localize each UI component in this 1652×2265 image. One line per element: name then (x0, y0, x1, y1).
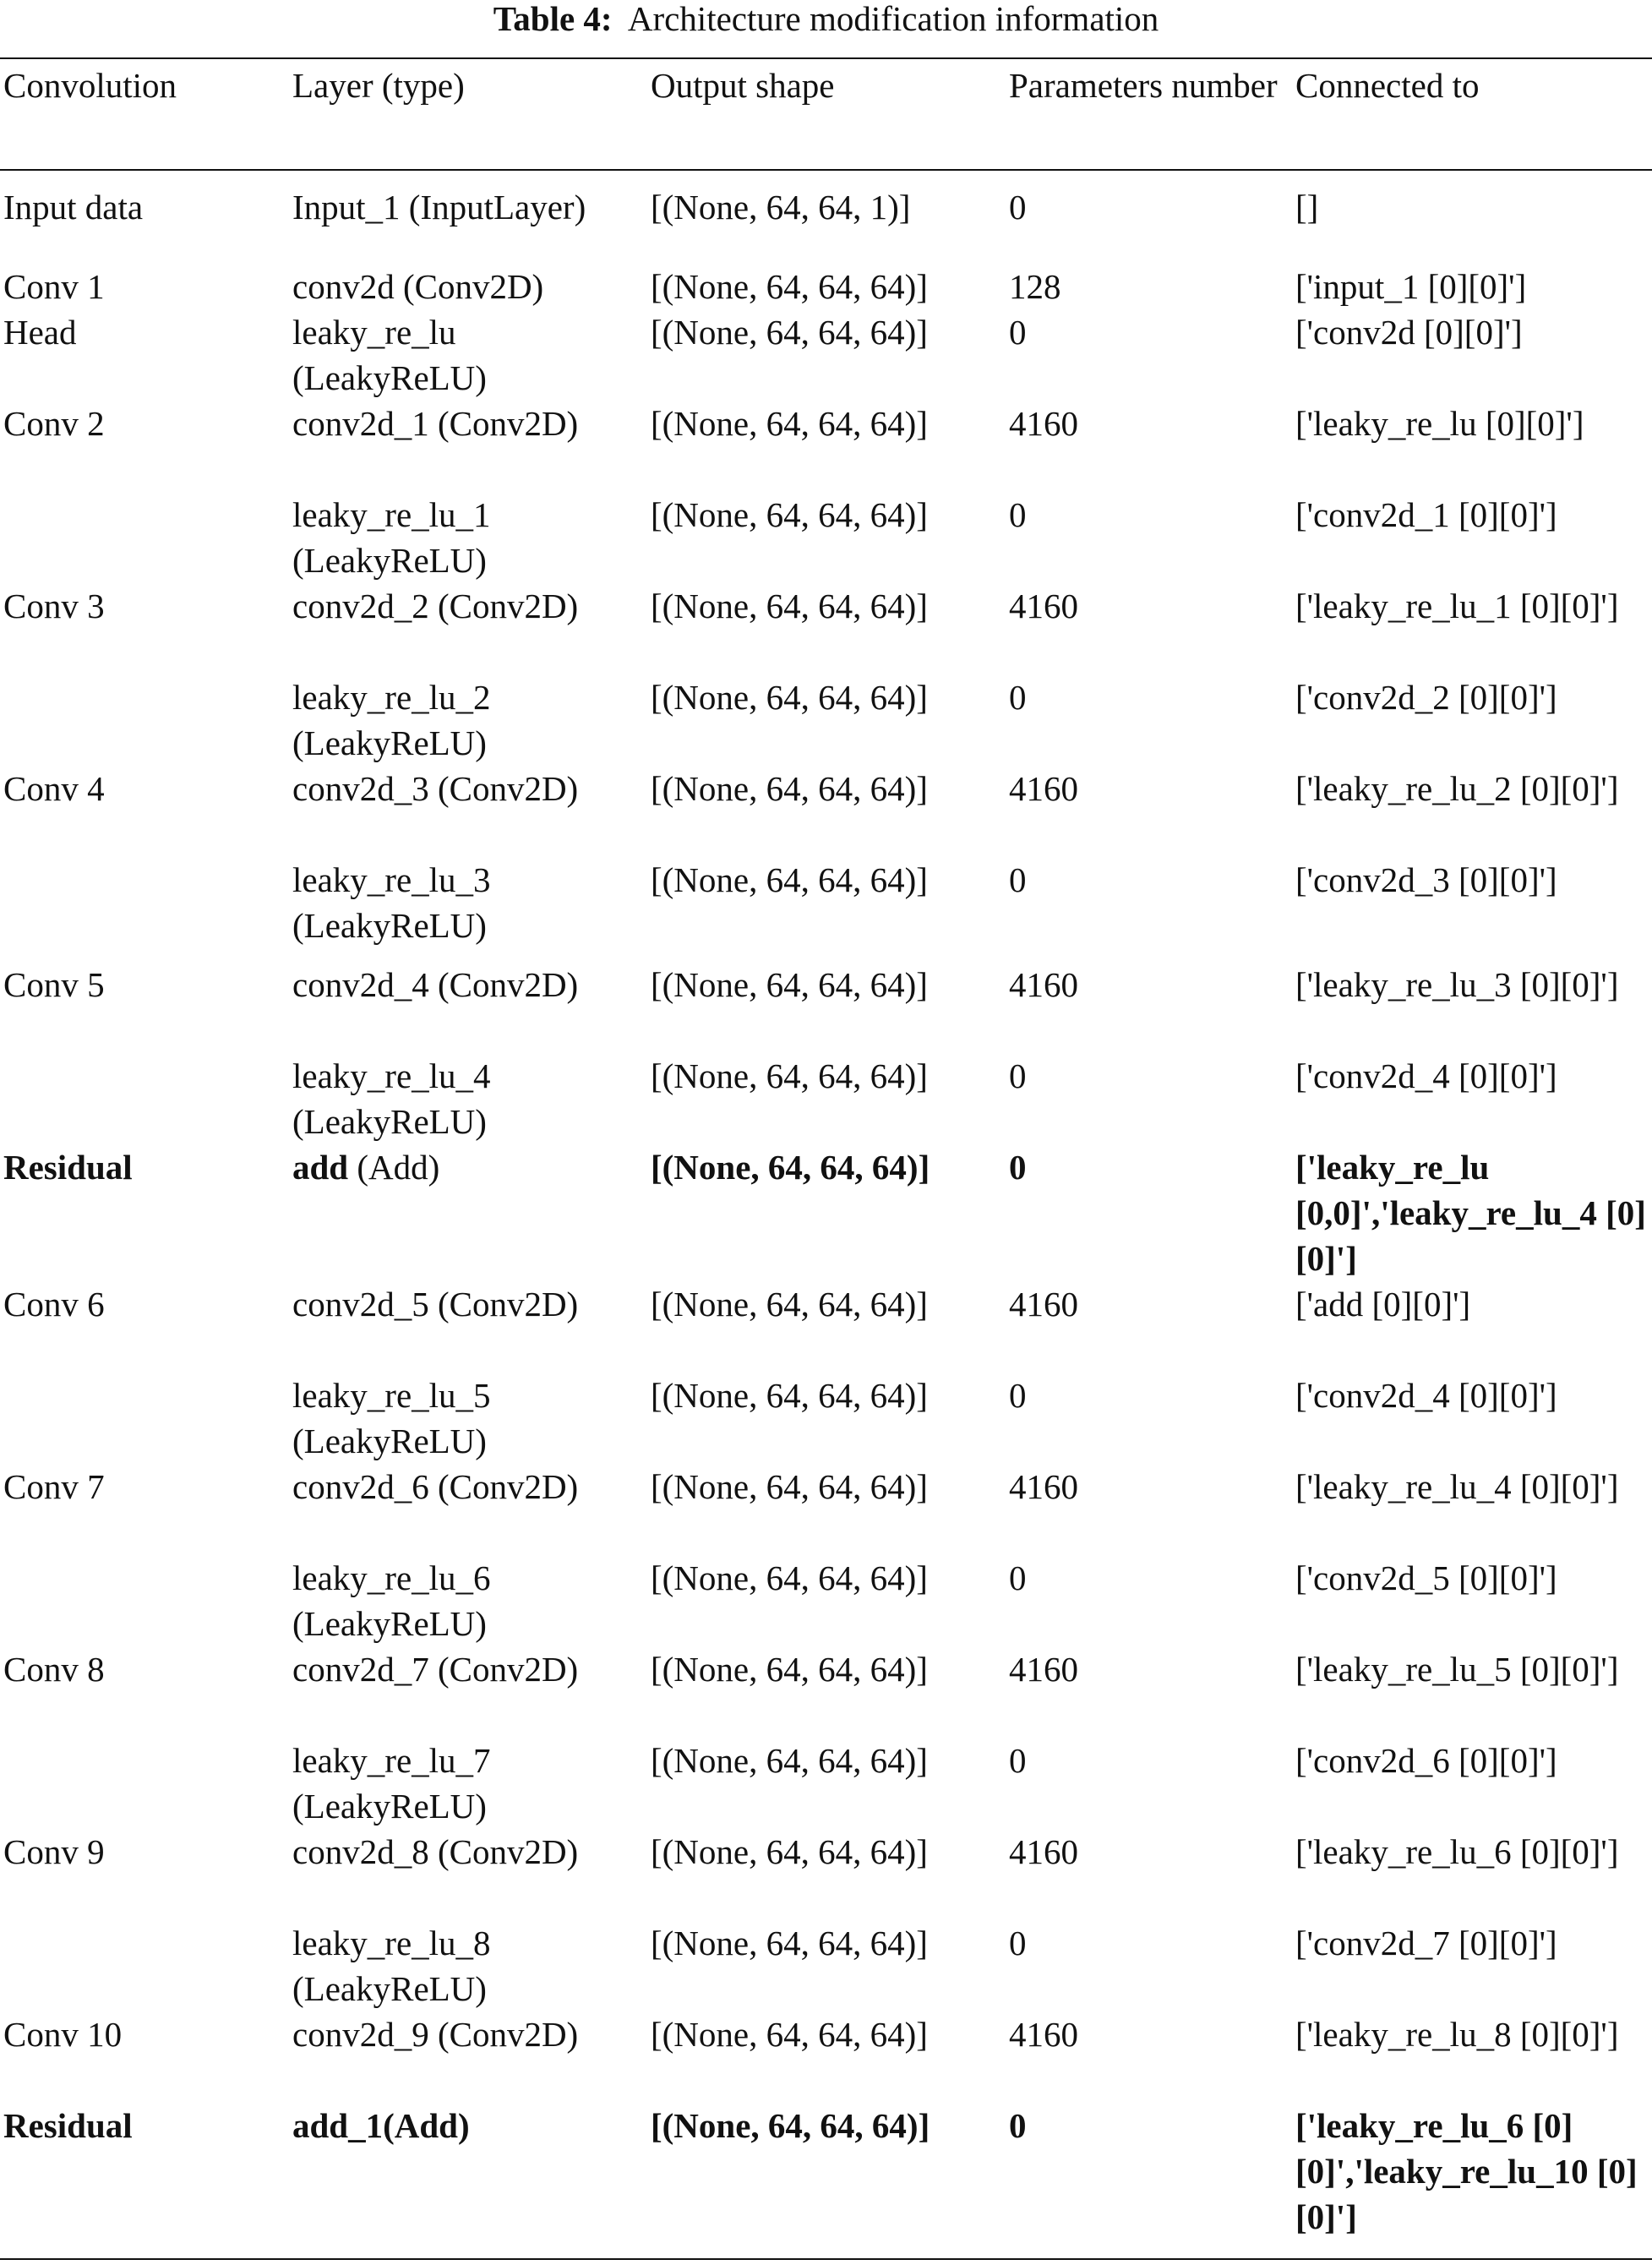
cell-convolution: Conv 4 (3, 769, 105, 808)
cell-connected-to: ['conv2d_5 [0][0]'] (1295, 1558, 1557, 1597)
layer-name: conv2d_9 (292, 2015, 429, 2054)
table-row (0, 1829, 1652, 1920)
layer-type: (LeakyReLU) (292, 1604, 487, 1643)
layer-type: (LeakyReLU) (292, 723, 487, 762)
cell-parameters-number: 0 (1009, 1924, 1027, 1962)
cell-output-shape: [(None, 64, 64, 64)] (651, 1467, 928, 1506)
header-convolution: Convolution (3, 66, 177, 105)
cell-connected-to: ['leaky_re_lu_5 [0][0]'] (1295, 1650, 1619, 1689)
table-row (0, 492, 1652, 583)
cell-layer-type (289, 857, 647, 948)
cell-parameters-number: 4160 (1009, 1467, 1078, 1506)
cell-connected-to: [] (1295, 188, 1319, 226)
cell-convolution: Conv 6 (3, 1285, 105, 1324)
table-row (0, 1920, 1652, 2011)
cell-layer-type (289, 2011, 647, 2103)
layer-name: conv2d_3 (292, 769, 429, 808)
cell-layer-type (289, 1738, 647, 1829)
table-row (0, 1281, 1652, 1373)
table-row (0, 948, 1652, 1053)
table-caption (0, 0, 1652, 37)
cell-parameters-number: 0 (1009, 188, 1027, 226)
layer-name: leaky_re_lu_2 (292, 678, 491, 717)
layer-name: add_1 (292, 2106, 384, 2145)
cell-connected-to: ['conv2d_2 [0][0]'] (1295, 678, 1557, 717)
cell-parameters-number: 0 (1009, 1741, 1027, 1780)
cell-parameters-number: 4160 (1009, 404, 1078, 443)
cell-layer-type (289, 492, 647, 583)
cell-layer-type (289, 1144, 647, 1281)
cell-layer-type (289, 1373, 647, 1464)
cell-convolution: Conv 9 (3, 1832, 105, 1871)
cell-parameters-number: 0 (1009, 1056, 1027, 1095)
cell-layer-type (289, 674, 647, 766)
layer-type: (Add) (357, 1148, 440, 1187)
cell-connected-to: ['conv2d_6 [0][0]'] (1295, 1741, 1557, 1780)
cell-output-shape: [(None, 64, 64, 64)] (651, 1056, 928, 1095)
table-row (0, 1144, 1652, 1281)
cell-parameters-number: 4160 (1009, 587, 1078, 625)
cell-output-shape: [(None, 64, 64, 64)] (651, 495, 928, 534)
table-row (0, 1464, 1652, 1555)
cell-layer-type (289, 1646, 647, 1738)
cell-layer-type (289, 948, 647, 1053)
cell-parameters-number: 0 (1009, 1558, 1027, 1597)
cell-convolution (0, 1373, 289, 1464)
cell-convolution: Residual (3, 2106, 133, 2145)
layer-type: (Conv2D) (437, 769, 579, 808)
cell-connected-to: ['conv2d_4 [0][0]'] (1295, 1056, 1557, 1095)
cell-output-shape: [(None, 64, 64, 64)] (651, 2106, 930, 2145)
cell-convolution (0, 1053, 289, 1144)
layer-type: (LeakyReLU) (292, 1969, 487, 2008)
cell-parameters-number: 0 (1009, 1148, 1027, 1187)
cell-convolution: Conv 1 (3, 267, 105, 306)
cell-connected-to: ['leaky_re_lu [0,0]','leaky_re_lu_4 [0][0]'] (1295, 1148, 1646, 1278)
layer-type: (Conv2D) (437, 1650, 579, 1689)
layer-name: conv2d (292, 267, 395, 306)
header-connected-to: Connected to (1295, 66, 1480, 105)
header-layer-type: Layer (type) (292, 66, 465, 105)
cell-convolution (0, 1920, 289, 2011)
cell-connected-to: ['leaky_re_lu_6 [0][0]','leaky_re_lu_10 [0][0]'] (1295, 2106, 1638, 2236)
table-row (0, 766, 1652, 857)
cell-convolution: Conv 3 (3, 587, 105, 625)
cell-parameters-number: 4160 (1009, 1285, 1078, 1324)
layer-type: (Add) (383, 2106, 470, 2145)
cell-layer-type (289, 1829, 647, 1920)
layer-name: leaky_re_lu (292, 313, 456, 352)
table-row (0, 172, 1652, 264)
cell-layer-type (289, 309, 647, 401)
cell-convolution: Head (3, 313, 77, 352)
cell-output-shape: [(None, 64, 64, 64)] (651, 1558, 928, 1597)
layer-name: leaky_re_lu_4 (292, 1056, 491, 1095)
bottom-rule (0, 2258, 1652, 2260)
cell-output-shape: [(None, 64, 64, 64)] (651, 267, 928, 306)
cell-connected-to: ['conv2d [0][0]'] (1295, 313, 1523, 352)
header-parameters-number: Parameters number (1009, 66, 1278, 105)
cell-layer-type (289, 2103, 647, 2240)
table-body (0, 172, 1652, 2240)
layer-type: (Conv2D) (402, 267, 544, 306)
cell-parameters-number: 0 (1009, 860, 1027, 899)
layer-name: conv2d_6 (292, 1467, 429, 1506)
cell-convolution (0, 1738, 289, 1829)
table-row (0, 2103, 1652, 2240)
cell-output-shape: [(None, 64, 64, 64)] (651, 1285, 928, 1324)
table-row (0, 583, 1652, 674)
cell-connected-to: ['conv2d_4 [0][0]'] (1295, 1376, 1557, 1415)
table-row (0, 1053, 1652, 1144)
table-caption-label: Table 4: (493, 0, 613, 38)
table-header-row (0, 61, 1652, 172)
header-output-shape: Output shape (651, 66, 835, 105)
cell-connected-to: ['leaky_re_lu_1 [0][0]'] (1295, 587, 1619, 625)
cell-parameters-number: 0 (1009, 1376, 1027, 1415)
cell-convolution (0, 674, 289, 766)
cell-layer-type (289, 401, 647, 492)
layer-name: leaky_re_lu_8 (292, 1924, 491, 1962)
layer-name: conv2d_7 (292, 1650, 429, 1689)
cell-parameters-number: 4160 (1009, 769, 1078, 808)
layer-type: (InputLayer) (408, 188, 586, 226)
cell-convolution: Conv 2 (3, 404, 105, 443)
cell-layer-type (289, 172, 647, 264)
cell-parameters-number: 0 (1009, 495, 1027, 534)
cell-convolution: Residual (3, 1148, 133, 1187)
table-row (0, 1646, 1652, 1738)
layer-type: (Conv2D) (437, 1467, 579, 1506)
table-row (0, 264, 1652, 309)
cell-parameters-number: 4160 (1009, 2015, 1078, 2054)
architecture-table (0, 61, 1652, 2240)
cell-output-shape: [(None, 64, 64, 64)] (651, 1924, 928, 1962)
cell-layer-type (289, 1555, 647, 1646)
layer-name: conv2d_8 (292, 1832, 429, 1871)
cell-output-shape: [(None, 64, 64, 64)] (651, 1148, 930, 1187)
cell-output-shape: [(None, 64, 64, 64)] (651, 769, 928, 808)
layer-type: (LeakyReLU) (292, 906, 487, 945)
layer-type: (Conv2D) (437, 965, 579, 1004)
layer-type: (LeakyReLU) (292, 1787, 487, 1826)
cell-output-shape: [(None, 64, 64, 64)] (651, 1650, 928, 1689)
cell-layer-type (289, 583, 647, 674)
layer-name: leaky_re_lu_1 (292, 495, 491, 534)
top-rule (0, 57, 1652, 59)
layer-type: (LeakyReLU) (292, 358, 487, 397)
cell-output-shape: [(None, 64, 64, 64)] (651, 313, 928, 352)
cell-output-shape: [(None, 64, 64, 64)] (651, 860, 928, 899)
cell-convolution: Conv 10 (3, 2015, 123, 2054)
cell-parameters-number: 128 (1009, 267, 1061, 306)
cell-output-shape: [(None, 64, 64, 1)] (651, 188, 911, 226)
layer-name: add (292, 1148, 349, 1187)
table-row (0, 674, 1652, 766)
layer-name: conv2d_5 (292, 1285, 429, 1324)
cell-connected-to: ['input_1 [0][0]'] (1295, 267, 1527, 306)
table-row (0, 1373, 1652, 1464)
table-row (0, 309, 1652, 401)
cell-parameters-number: 4160 (1009, 965, 1078, 1004)
cell-parameters-number: 4160 (1009, 1832, 1078, 1871)
cell-connected-to: ['leaky_re_lu_6 [0][0]'] (1295, 1832, 1619, 1871)
layer-type: (Conv2D) (437, 1832, 579, 1871)
cell-output-shape: [(None, 64, 64, 64)] (651, 1832, 928, 1871)
layer-name: conv2d_2 (292, 587, 429, 625)
cell-connected-to: ['conv2d_3 [0][0]'] (1295, 860, 1557, 899)
cell-convolution: Conv 7 (3, 1467, 105, 1506)
cell-output-shape: [(None, 64, 64, 64)] (651, 2015, 928, 2054)
cell-layer-type (289, 766, 647, 857)
table-row (0, 2011, 1652, 2103)
cell-parameters-number: 0 (1009, 2106, 1027, 2145)
layer-type: (LeakyReLU) (292, 541, 487, 580)
cell-connected-to: ['add [0][0]'] (1295, 1285, 1471, 1324)
cell-parameters-number: 0 (1009, 313, 1027, 352)
cell-output-shape: [(None, 64, 64, 64)] (651, 587, 928, 625)
cell-parameters-number: 4160 (1009, 1650, 1078, 1689)
layer-name: leaky_re_lu_3 (292, 860, 491, 899)
cell-connected-to: ['leaky_re_lu_3 [0][0]'] (1295, 965, 1619, 1004)
table-row (0, 857, 1652, 948)
cell-layer-type (289, 264, 647, 309)
cell-layer-type (289, 1920, 647, 2011)
layer-name: leaky_re_lu_5 (292, 1376, 491, 1415)
cell-parameters-number: 0 (1009, 678, 1027, 717)
layer-name: leaky_re_lu_7 (292, 1741, 491, 1780)
layer-type: (LeakyReLU) (292, 1102, 487, 1141)
cell-convolution: Conv 8 (3, 1650, 105, 1689)
cell-output-shape: [(None, 64, 64, 64)] (651, 678, 928, 717)
layer-name: conv2d_4 (292, 965, 429, 1004)
layer-type: (Conv2D) (437, 404, 579, 443)
cell-connected-to: ['leaky_re_lu_2 [0][0]'] (1295, 769, 1619, 808)
layer-type: (Conv2D) (437, 2015, 579, 2054)
cell-convolution: Input data (3, 188, 144, 226)
cell-output-shape: [(None, 64, 64, 64)] (651, 1376, 928, 1415)
cell-output-shape: [(None, 64, 64, 64)] (651, 965, 928, 1004)
layer-name: conv2d_1 (292, 404, 429, 443)
table-row (0, 401, 1652, 492)
cell-convolution (0, 857, 289, 948)
layer-name: leaky_re_lu_6 (292, 1558, 491, 1597)
cell-connected-to: ['leaky_re_lu_8 [0][0]'] (1295, 2015, 1619, 2054)
cell-convolution (0, 492, 289, 583)
cell-connected-to: ['conv2d_1 [0][0]'] (1295, 495, 1557, 534)
cell-connected-to: ['leaky_re_lu_4 [0][0]'] (1295, 1467, 1619, 1506)
cell-connected-to: ['leaky_re_lu [0][0]'] (1295, 404, 1584, 443)
table-caption-title: Architecture modification information (627, 0, 1159, 38)
cell-convolution: Conv 5 (3, 965, 105, 1004)
cell-output-shape: [(None, 64, 64, 64)] (651, 404, 928, 443)
cell-connected-to: ['conv2d_7 [0][0]'] (1295, 1924, 1557, 1962)
cell-layer-type (289, 1281, 647, 1373)
cell-layer-type (289, 1464, 647, 1555)
cell-convolution (0, 1555, 289, 1646)
layer-type: (Conv2D) (437, 587, 579, 625)
layer-type: (Conv2D) (437, 1285, 579, 1324)
layer-name: Input_1 (292, 188, 401, 226)
table-row (0, 1555, 1652, 1646)
table-row (0, 1738, 1652, 1829)
cell-layer-type (289, 1053, 647, 1144)
layer-type: (LeakyReLU) (292, 1422, 487, 1460)
cell-output-shape: [(None, 64, 64, 64)] (651, 1741, 928, 1780)
